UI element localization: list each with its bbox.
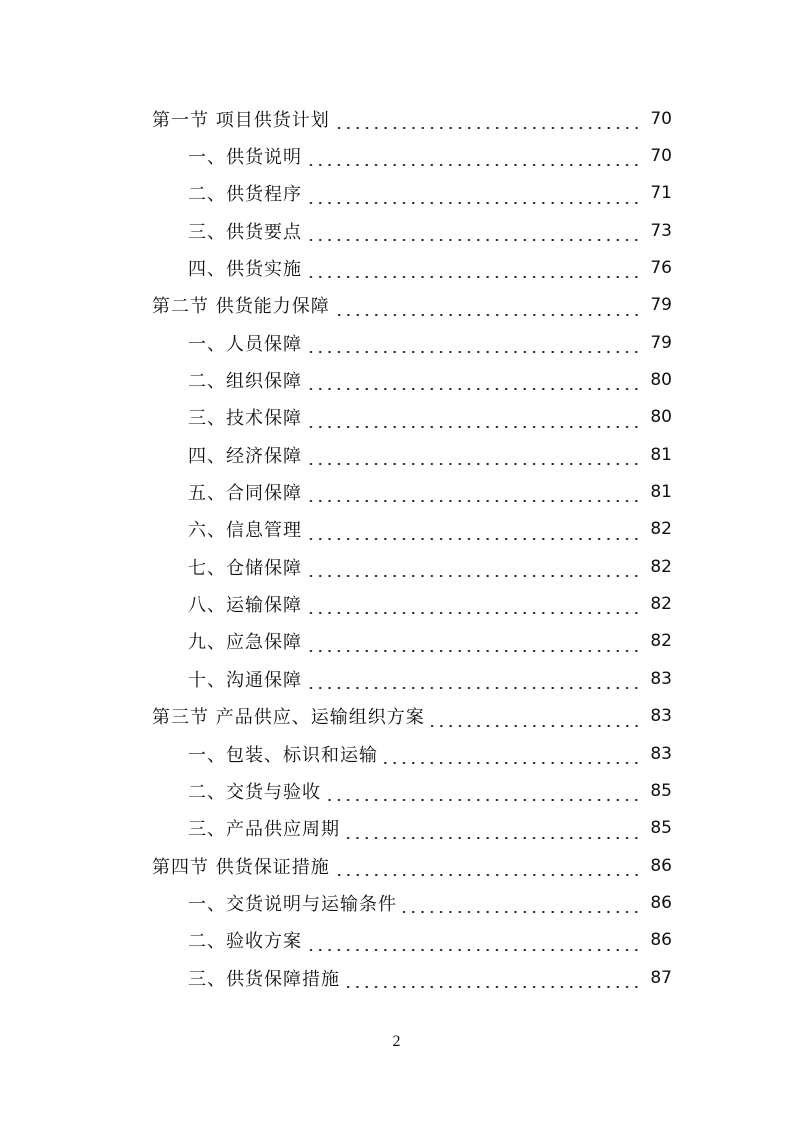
toc-subsection-entry[interactable] (0, 772, 793, 809)
toc-subsection-entry[interactable] (0, 137, 793, 174)
toc-subsection-entry[interactable] (0, 585, 793, 622)
toc-entry-title: 一、供货说明 (188, 147, 302, 169)
toc-entry-page: 70 (650, 108, 672, 129)
page-number: 2 (392, 1033, 401, 1050)
toc-dot-leader (308, 388, 641, 390)
toc-section-entry[interactable] (0, 287, 793, 324)
toc-entry-title: 三、供货保障措施 (188, 968, 340, 990)
toc-subsection-entry[interactable] (0, 511, 793, 548)
toc-subsection-entry[interactable] (0, 660, 793, 697)
toc-entry-title: 四、经济保障 (188, 445, 302, 467)
toc-dot-leader (336, 874, 641, 876)
toc-entry-page: 73 (650, 220, 672, 241)
toc-subsection-entry[interactable] (0, 810, 793, 847)
toc-entry-page: 86 (650, 892, 672, 913)
toc-subsection-entry[interactable] (0, 436, 793, 473)
toc-dot-leader (308, 239, 641, 241)
toc-subsection-entry[interactable] (0, 884, 793, 921)
toc-dot-leader (308, 164, 641, 166)
toc-subsection-entry[interactable] (0, 922, 793, 959)
toc-subsection-entry[interactable] (0, 735, 793, 772)
toc-entry-page: 70 (650, 146, 672, 167)
toc-entry-title: 二、组织保障 (188, 371, 302, 393)
toc-dot-leader (336, 314, 641, 316)
toc-entry-page: 82 (650, 556, 672, 577)
toc-subsection-entry[interactable] (0, 324, 793, 361)
toc-entry-page: 82 (650, 594, 672, 615)
toc-entry-title: 八、运输保障 (188, 595, 302, 617)
toc-dot-leader (308, 538, 641, 540)
toc-entry-title: 三、供货要点 (188, 221, 302, 243)
toc-dot-leader (336, 127, 641, 129)
toc-dot-leader (327, 799, 641, 801)
toc-subsection-entry[interactable] (0, 473, 793, 510)
toc-entry-title: 六、信息管理 (188, 520, 302, 542)
toc-entry-page: 83 (650, 706, 672, 727)
toc-subsection-entry[interactable] (0, 623, 793, 660)
toc-entry-page: 83 (650, 668, 672, 689)
toc-dot-leader (346, 837, 641, 839)
toc-entry-title: 十、沟通保障 (188, 669, 302, 691)
toc-entry-title: 二、供货程序 (188, 184, 302, 206)
toc-entry-title: 三、产品供应周期 (188, 819, 340, 841)
toc-dot-leader (308, 202, 641, 204)
toc-subsection-entry[interactable] (0, 548, 793, 585)
toc-entry-page: 82 (650, 631, 672, 652)
toc-entry-title: 第三节 产品供应、运输组织方案 (152, 707, 425, 729)
toc-entry-title: 二、交货与验收 (188, 781, 321, 803)
toc-entry-page: 79 (650, 295, 672, 316)
toc-entry-title: 一、人员保障 (188, 333, 302, 355)
toc-entry-page: 80 (650, 370, 672, 391)
toc-entry-page: 80 (650, 407, 672, 428)
toc-subsection-entry[interactable] (0, 959, 793, 996)
toc-entry-title: 第一节 项目供货计划 (152, 109, 330, 131)
toc-dot-leader (308, 949, 641, 951)
toc-entry-page: 81 (650, 444, 672, 465)
toc-section-entry[interactable] (0, 100, 793, 137)
toc-entry-page: 87 (650, 967, 672, 988)
toc-section-entry[interactable] (0, 847, 793, 884)
toc-entry-title: 三、技术保障 (188, 408, 302, 430)
toc-section-entry[interactable] (0, 698, 793, 735)
toc-entry-title: 第四节 供货保证措施 (152, 856, 330, 878)
toc-entry-title: 一、交货说明与运输条件 (188, 893, 397, 915)
toc-entry-title: 七、仓储保障 (188, 557, 302, 579)
toc-dot-leader (384, 762, 641, 764)
toc-entry-title: 五、合同保障 (188, 483, 302, 505)
toc-subsection-entry[interactable] (0, 399, 793, 436)
toc-dot-leader (308, 426, 641, 428)
toc-entry-page: 81 (650, 482, 672, 503)
toc-dot-leader (308, 650, 641, 652)
toc-dot-leader (308, 351, 641, 353)
toc-entry-page: 83 (650, 743, 672, 764)
toc-dot-leader (308, 276, 641, 278)
toc-dot-leader (403, 911, 641, 913)
toc-subsection-entry[interactable] (0, 361, 793, 398)
toc-entry-page: 85 (650, 818, 672, 839)
toc-entry-title: 四、供货实施 (188, 259, 302, 281)
table-of-contents (0, 100, 793, 996)
toc-entry-title: 第二节 供货能力保障 (152, 296, 330, 318)
toc-entry-page: 71 (650, 183, 672, 204)
toc-entry-page: 86 (650, 930, 672, 951)
toc-entry-title: 一、包装、标识和运输 (188, 744, 378, 766)
toc-entry-page: 82 (650, 519, 672, 540)
toc-entry-page: 86 (650, 855, 672, 876)
toc-subsection-entry[interactable] (0, 175, 793, 212)
toc-subsection-entry[interactable] (0, 249, 793, 286)
toc-entry-page: 79 (650, 332, 672, 353)
toc-dot-leader (308, 612, 641, 614)
toc-dot-leader (346, 986, 641, 988)
toc-subsection-entry[interactable] (0, 212, 793, 249)
toc-entry-page: 85 (650, 780, 672, 801)
toc-entry-title: 二、验收方案 (188, 931, 302, 953)
toc-dot-leader (308, 575, 641, 577)
toc-dot-leader (308, 687, 641, 689)
toc-dot-leader (308, 463, 641, 465)
toc-entry-title: 九、应急保障 (188, 632, 302, 654)
toc-dot-leader (308, 500, 641, 502)
toc-dot-leader (431, 725, 641, 727)
toc-entry-page: 76 (650, 258, 672, 279)
